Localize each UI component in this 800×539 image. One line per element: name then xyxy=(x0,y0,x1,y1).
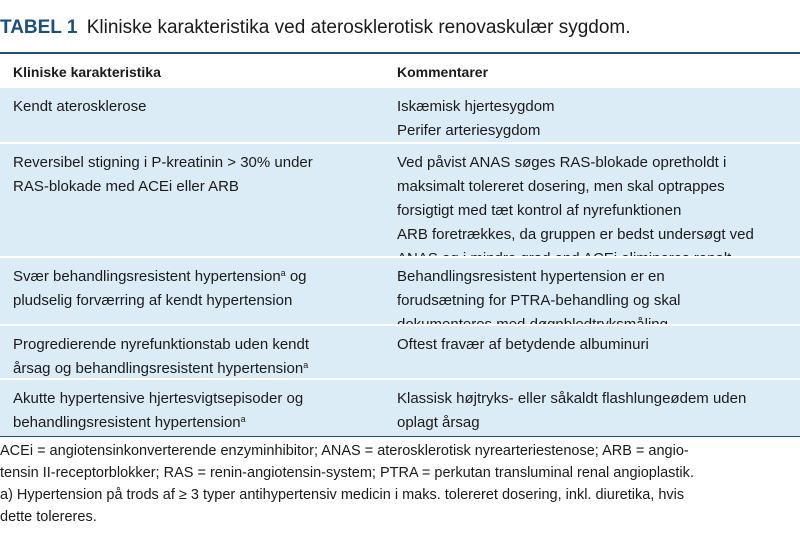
bottom-rule xyxy=(0,436,800,437)
characteristic-cell xyxy=(13,387,383,435)
comment-cell xyxy=(397,95,797,143)
table-row xyxy=(0,326,800,378)
header-comments: Kommentarer xyxy=(397,64,489,80)
characteristic-line: pludselig forværring af kendt hypertension xyxy=(13,292,293,309)
comment-line: Klassisk højtryks- eller såkaldt flashlungeødem uden xyxy=(397,390,747,407)
comment-line: maksimalt tolereret dosering, men skal optrappes xyxy=(397,178,725,195)
comment-line: Perifer arteriesygdom xyxy=(397,122,541,139)
header-characteristics: Kliniske karakteristika xyxy=(13,64,161,80)
footnote-line: ACEi = angiotensinkonverterende enzyminhibitor; ANAS = aterosklerotisk nyrearteriestenose; ARB = angio- xyxy=(0,443,689,459)
characteristic-cell xyxy=(13,333,383,381)
characteristic-line xyxy=(13,265,383,289)
comment-line: Iskæmisk hjertesygdom xyxy=(397,98,555,115)
footnote-line: tensin II-receptorblokker; RAS = renin-angiotensin-system; PTRA = perkutan transluminal renal angioplastik. xyxy=(0,465,694,481)
comment-line: oplagt årsag xyxy=(397,414,480,431)
characteristic-cell xyxy=(13,95,383,119)
comment-cell xyxy=(397,151,797,271)
comment-line: ARB foretrækkes, da gruppen er bedst undersøgt ved xyxy=(397,226,754,243)
table-header xyxy=(0,54,800,88)
characteristic-line: RAS-blokade med ACEi eller ARB xyxy=(13,178,239,195)
comment-line: forsigtigt med tæt kontrol af nyrefunktionen xyxy=(397,202,682,219)
footnote-line: dette tolereres. xyxy=(0,509,97,525)
characteristic-text: årsag og behandlingsresistent hypertension xyxy=(13,360,304,377)
comment-cell xyxy=(397,333,797,357)
table-row xyxy=(0,88,800,142)
characteristic-line: Kendt aterosklerose xyxy=(13,98,147,115)
table-label: TABEL 1 xyxy=(0,17,78,38)
footnote-marker: a xyxy=(303,360,309,370)
characteristic-line xyxy=(13,411,383,435)
comment-line: forudsætning for PTRA-behandling og skal xyxy=(397,292,681,309)
table-footnotes xyxy=(0,440,800,528)
table-title-text: Kliniske karakteristika ved aterosklerotisk renovaskulær sygdom. xyxy=(86,17,631,38)
table-row xyxy=(0,144,800,256)
footnote-line: a) Hypertension på trods af ≥ 3 typer antihypertensiv medicin i maks. tolereret dosering, inkl. diuretika, hvis xyxy=(0,487,685,503)
footnote-marker: a xyxy=(280,268,286,278)
characteristic-line: Akutte hypertensive hjertesvigtsepisoder og xyxy=(13,390,304,407)
characteristic-text: behandlingsresistent hypertension xyxy=(13,414,241,431)
comment-line: Ved påvist ANAS søges RAS-blokade opretholdt i xyxy=(397,154,727,171)
characteristic-cell xyxy=(13,151,383,199)
comment-line: Oftest fravær af betydende albuminuri xyxy=(397,336,649,353)
table-row xyxy=(0,258,800,324)
characteristic-line: Reversibel stigning i P-kreatinin > 30% under xyxy=(13,154,313,171)
characteristic-text: og xyxy=(285,268,307,285)
comment-cell xyxy=(397,387,797,435)
characteristic-line: Progredierende nyrefunktionstab uden kendt xyxy=(13,336,310,353)
table-row xyxy=(0,380,800,436)
characteristic-text: Svær behandlingsresistent hypertension xyxy=(13,268,281,285)
characteristic-cell xyxy=(13,265,383,313)
comment-line: Behandlingsresistent hypertension er en xyxy=(397,268,665,285)
table-title xyxy=(0,16,800,40)
footnote-marker: a xyxy=(240,414,246,424)
